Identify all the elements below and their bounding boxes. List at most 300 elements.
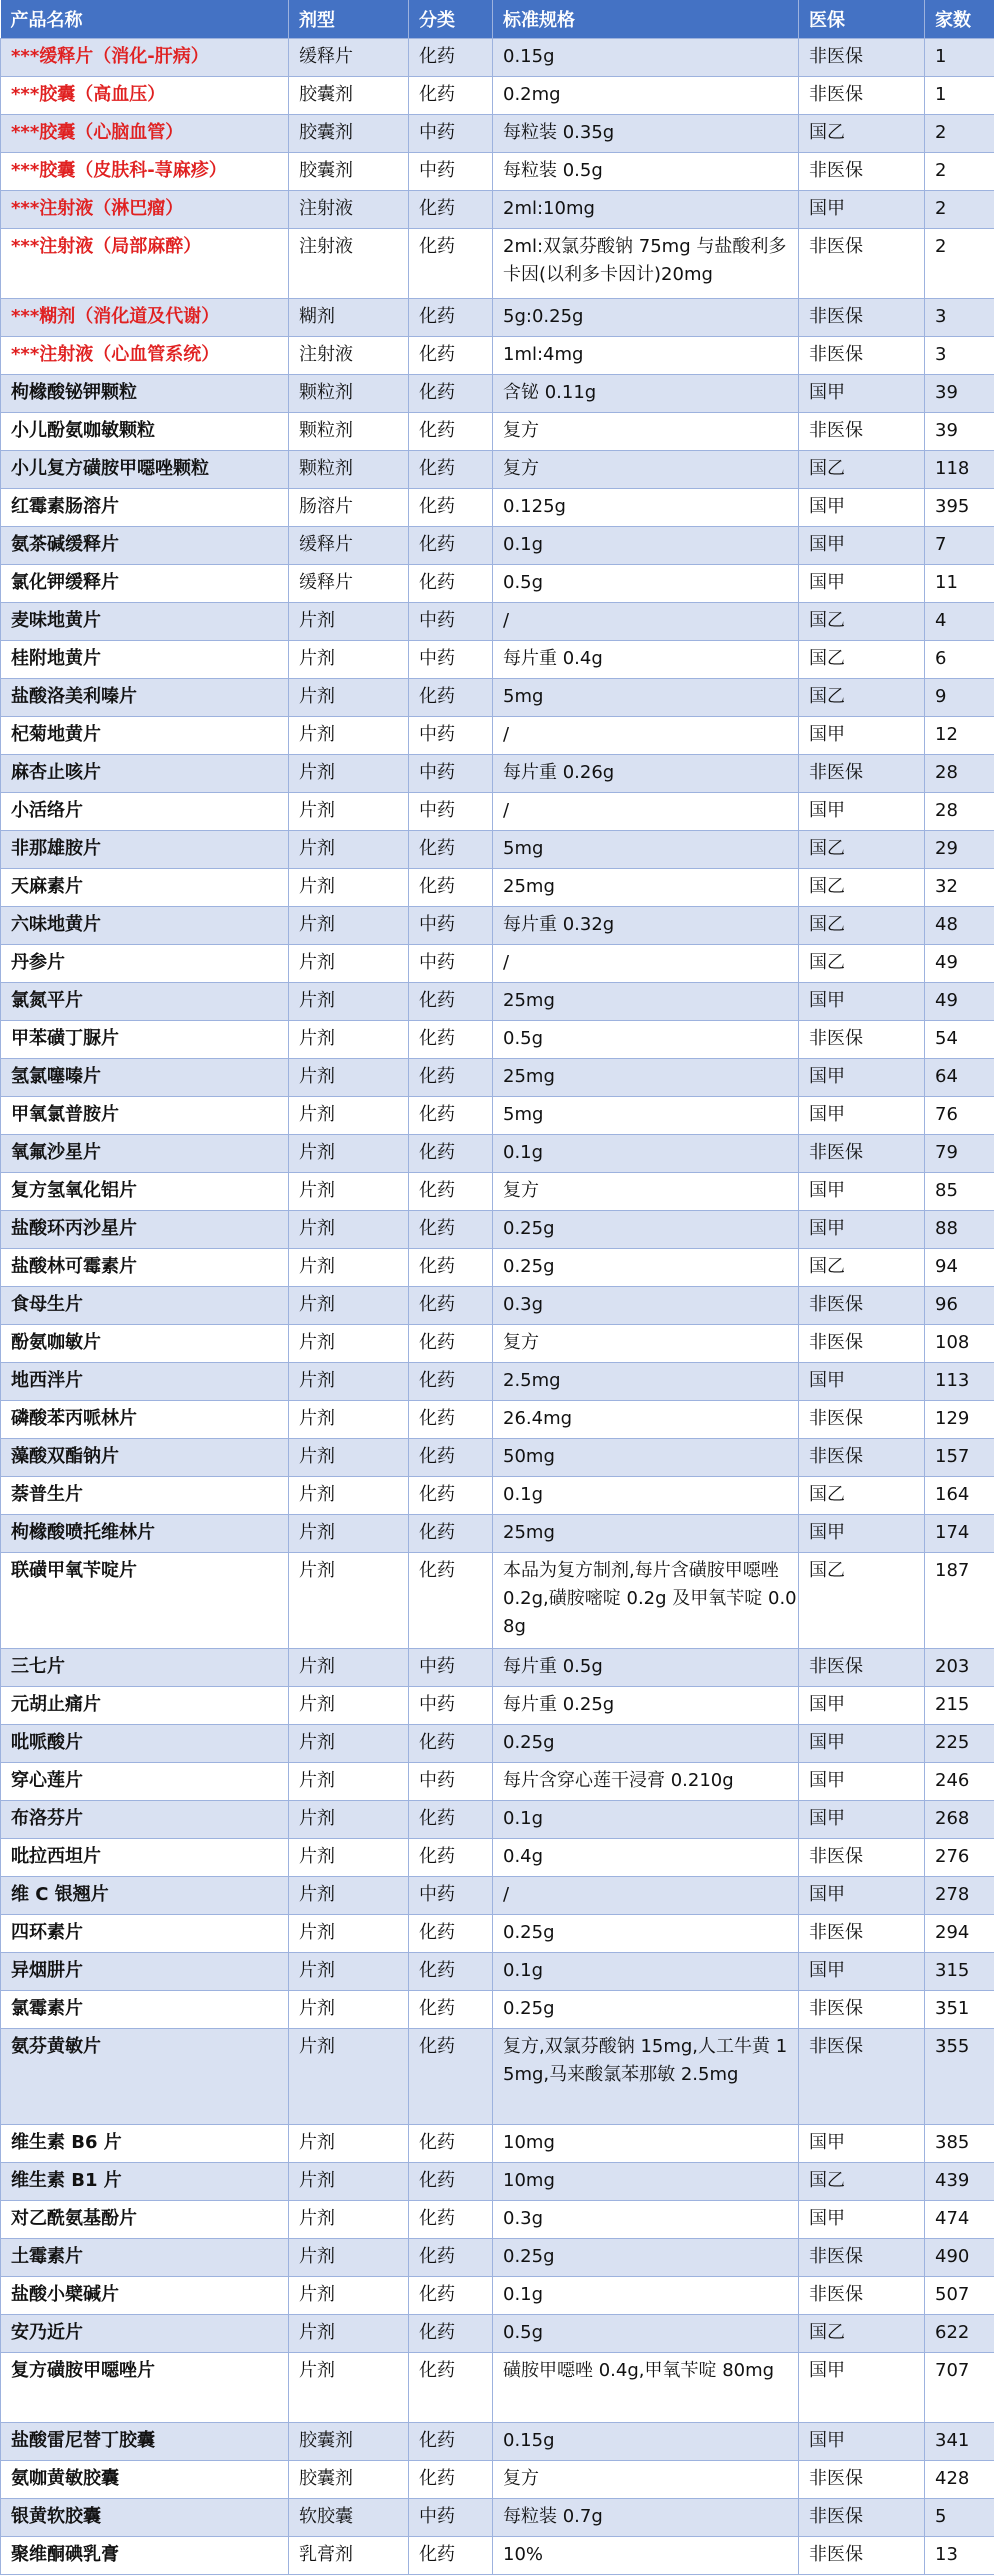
insurance-cell: 国甲: [799, 1058, 925, 1096]
category-cell: 化药: [409, 2536, 493, 2574]
product-name-cell: ***胶囊（高血压）: [1, 76, 289, 114]
product-name-cell: 复方磺胺甲噁唑片: [1, 2352, 289, 2422]
product-name-cell: 氨咖黄敏胶囊: [1, 2460, 289, 2498]
spec-cell: 0.1g: [493, 1476, 799, 1514]
spec-cell: 5mg: [493, 1096, 799, 1134]
product-name-cell: ***注射液（局部麻醉）: [1, 228, 289, 298]
spec-cell: 每片重 0.32g: [493, 906, 799, 944]
dosage-form-cell: 颗粒剂: [289, 450, 409, 488]
dosage-form-cell: 片剂: [289, 1476, 409, 1514]
table-row: [1, 1762, 994, 1800]
spec-cell: 0.5g: [493, 564, 799, 602]
category-cell: 化药: [409, 1838, 493, 1876]
category-cell: 化药: [409, 2422, 493, 2460]
category-cell: 化药: [409, 412, 493, 450]
category-cell: 化药: [409, 1990, 493, 2028]
dosage-form-cell: 片剂: [289, 2124, 409, 2162]
count-cell: 355: [925, 2028, 994, 2124]
dosage-form-cell: 片剂: [289, 1648, 409, 1686]
spec-cell: 0.25g: [493, 1914, 799, 1952]
category-cell: 化药: [409, 298, 493, 336]
dosage-form-cell: 胶囊剂: [289, 76, 409, 114]
column-header-category[interactable]: 分类: [409, 0, 493, 38]
count-cell: 54: [925, 1020, 994, 1058]
dosage-form-cell: 片剂: [289, 792, 409, 830]
table-row: [1, 488, 994, 526]
category-cell: 化药: [409, 526, 493, 564]
category-cell: 化药: [409, 2238, 493, 2276]
table-row: [1, 1096, 994, 1134]
count-cell: 278: [925, 1876, 994, 1914]
insurance-cell: 国甲: [799, 1800, 925, 1838]
spec-cell: 0.25g: [493, 1724, 799, 1762]
insurance-cell: 非医保: [799, 1020, 925, 1058]
spec-cell: /: [493, 716, 799, 754]
dosage-form-cell: 片剂: [289, 1324, 409, 1362]
count-cell: 76: [925, 1096, 994, 1134]
spec-cell: 0.15g: [493, 2422, 799, 2460]
category-cell: 化药: [409, 2460, 493, 2498]
dosage-form-cell: 片剂: [289, 2276, 409, 2314]
product-name-cell: 红霉素肠溶片: [1, 488, 289, 526]
count-cell: 246: [925, 1762, 994, 1800]
product-name-cell: ***注射液（淋巴瘤）: [1, 190, 289, 228]
count-cell: 164: [925, 1476, 994, 1514]
product-name-cell: 麦味地黄片: [1, 602, 289, 640]
spec-cell: 50mg: [493, 1438, 799, 1476]
product-name-cell: 小活络片: [1, 792, 289, 830]
table-row: [1, 1248, 994, 1286]
product-name-cell: 藻酸双酯钠片: [1, 1438, 289, 1476]
product-name-cell: 小儿复方磺胺甲噁唑颗粒: [1, 450, 289, 488]
product-name-cell: 聚维酮碘乳膏: [1, 2536, 289, 2574]
count-cell: 395: [925, 488, 994, 526]
category-cell: 化药: [409, 336, 493, 374]
product-name-cell: 氯氮平片: [1, 982, 289, 1020]
dosage-form-cell: 颗粒剂: [289, 374, 409, 412]
count-cell: 39: [925, 374, 994, 412]
insurance-cell: 国甲: [799, 1876, 925, 1914]
dosage-form-cell: 片剂: [289, 1876, 409, 1914]
spec-cell: 0.125g: [493, 488, 799, 526]
table-row: [1, 2314, 994, 2352]
table-header-row: [1, 0, 994, 38]
spec-cell: /: [493, 792, 799, 830]
dosage-form-cell: 片剂: [289, 1248, 409, 1286]
count-cell: 3: [925, 298, 994, 336]
category-cell: 化药: [409, 564, 493, 602]
dosage-form-cell: 片剂: [289, 1762, 409, 1800]
insurance-cell: 非医保: [799, 298, 925, 336]
spec-cell: 0.4g: [493, 1838, 799, 1876]
count-cell: 490: [925, 2238, 994, 2276]
insurance-cell: 非医保: [799, 1990, 925, 2028]
category-cell: 中药: [409, 602, 493, 640]
category-cell: 化药: [409, 1058, 493, 1096]
spec-cell: 0.5g: [493, 1020, 799, 1058]
insurance-cell: 非医保: [799, 1134, 925, 1172]
dosage-form-cell: 注射液: [289, 190, 409, 228]
spec-cell: 25mg: [493, 868, 799, 906]
category-cell: 化药: [409, 2276, 493, 2314]
insurance-cell: 国乙: [799, 114, 925, 152]
insurance-cell: 国甲: [799, 1096, 925, 1134]
insurance-cell: 国乙: [799, 906, 925, 944]
insurance-cell: 国乙: [799, 640, 925, 678]
insurance-cell: 国甲: [799, 982, 925, 1020]
spec-cell: /: [493, 1876, 799, 1914]
category-cell: 化药: [409, 1800, 493, 1838]
table-row: [1, 754, 994, 792]
count-cell: 39: [925, 412, 994, 450]
spec-cell: 复方: [493, 1172, 799, 1210]
count-cell: 28: [925, 792, 994, 830]
spec-cell: 复方: [493, 450, 799, 488]
count-cell: 1: [925, 76, 994, 114]
dosage-form-cell: 片剂: [289, 1286, 409, 1324]
count-cell: 108: [925, 1324, 994, 1362]
insurance-cell: 国乙: [799, 2314, 925, 2352]
spec-cell: 25mg: [493, 1058, 799, 1096]
product-name-cell: 氨茶碱缓释片: [1, 526, 289, 564]
category-cell: 中药: [409, 716, 493, 754]
count-cell: 94: [925, 1248, 994, 1286]
insurance-cell: 国甲: [799, 1724, 925, 1762]
table-row: [1, 450, 994, 488]
product-name-cell: 元胡止痛片: [1, 1686, 289, 1724]
column-header-form[interactable]: 剂型: [289, 0, 409, 38]
dosage-form-cell: 片剂: [289, 1096, 409, 1134]
spec-cell: 每粒装 0.5g: [493, 152, 799, 190]
category-cell: 化药: [409, 1248, 493, 1286]
insurance-cell: 国甲: [799, 1686, 925, 1724]
spec-cell: 0.1g: [493, 1800, 799, 1838]
table-row: [1, 412, 994, 450]
count-cell: 428: [925, 2460, 994, 2498]
count-cell: 113: [925, 1362, 994, 1400]
spec-cell: /: [493, 944, 799, 982]
product-name-cell: ***糊剂（消化道及代谢）: [1, 298, 289, 336]
table-row: [1, 716, 994, 754]
spec-cell: 每片重 0.25g: [493, 1686, 799, 1724]
product-name-cell: 复方氢氧化铝片: [1, 1172, 289, 1210]
dosage-form-cell: 片剂: [289, 830, 409, 868]
insurance-cell: 国甲: [799, 564, 925, 602]
count-cell: 32: [925, 868, 994, 906]
count-cell: 79: [925, 1134, 994, 1172]
dosage-form-cell: 胶囊剂: [289, 114, 409, 152]
insurance-cell: 国乙: [799, 830, 925, 868]
count-cell: 48: [925, 906, 994, 944]
product-name-cell: 甲苯磺丁脲片: [1, 1020, 289, 1058]
count-cell: 5: [925, 2498, 994, 2536]
product-name-cell: 吡拉西坦片: [1, 1838, 289, 1876]
count-cell: 12: [925, 716, 994, 754]
spec-cell: 0.1g: [493, 2276, 799, 2314]
table-body: [1, 38, 994, 2574]
product-name-cell: 穿心莲片: [1, 1762, 289, 1800]
category-cell: 化药: [409, 1096, 493, 1134]
insurance-cell: 国甲: [799, 374, 925, 412]
category-cell: 化药: [409, 38, 493, 76]
insurance-cell: 非医保: [799, 1286, 925, 1324]
count-cell: 203: [925, 1648, 994, 1686]
dosage-form-cell: 片剂: [289, 1438, 409, 1476]
category-cell: 中药: [409, 1876, 493, 1914]
spec-cell: 26.4mg: [493, 1400, 799, 1438]
insurance-cell: 国乙: [799, 1476, 925, 1514]
product-name-cell: 吡哌酸片: [1, 1724, 289, 1762]
spec-cell: 0.25g: [493, 2238, 799, 2276]
category-cell: 化药: [409, 1476, 493, 1514]
insurance-cell: 非医保: [799, 1648, 925, 1686]
dosage-form-cell: 糊剂: [289, 298, 409, 336]
dosage-form-cell: 片剂: [289, 1724, 409, 1762]
spec-cell: 每片含穿心莲干浸膏 0.210g: [493, 1762, 799, 1800]
spec-cell: 0.1g: [493, 526, 799, 564]
count-cell: 96: [925, 1286, 994, 1324]
category-cell: 化药: [409, 2124, 493, 2162]
product-name-cell: 盐酸雷尼替丁胶囊: [1, 2422, 289, 2460]
table-row: [1, 1400, 994, 1438]
product-name-cell: 维 C 银翘片: [1, 1876, 289, 1914]
product-name-cell: 酚氨咖敏片: [1, 1324, 289, 1362]
table-row: [1, 2460, 994, 2498]
dosage-form-cell: 片剂: [289, 1552, 409, 1648]
insurance-cell: 非医保: [799, 1324, 925, 1362]
product-name-cell: 磷酸苯丙哌林片: [1, 1400, 289, 1438]
column-header-insurance[interactable]: 医保: [799, 0, 925, 38]
column-header-count[interactable]: 家数: [925, 0, 994, 38]
product-name-cell: 天麻素片: [1, 868, 289, 906]
category-cell: 化药: [409, 678, 493, 716]
product-name-cell: 地西泮片: [1, 1362, 289, 1400]
category-cell: 化药: [409, 374, 493, 412]
category-cell: 化药: [409, 1362, 493, 1400]
dosage-form-cell: 片剂: [289, 1952, 409, 1990]
product-name-cell: 枸橼酸喷托维林片: [1, 1514, 289, 1552]
product-name-cell: 氨芬黄敏片: [1, 2028, 289, 2124]
insurance-cell: 国乙: [799, 450, 925, 488]
dosage-form-cell: 胶囊剂: [289, 2460, 409, 2498]
count-cell: 707: [925, 2352, 994, 2422]
table-row: [1, 1990, 994, 2028]
insurance-cell: 国乙: [799, 1248, 925, 1286]
dosage-form-cell: 缓释片: [289, 564, 409, 602]
insurance-cell: 非医保: [799, 2536, 925, 2574]
product-name-cell: 盐酸环丙沙星片: [1, 1210, 289, 1248]
spec-cell: 0.25g: [493, 1990, 799, 2028]
table-row: [1, 152, 994, 190]
category-cell: 化药: [409, 2028, 493, 2124]
table-row: [1, 1552, 994, 1648]
column-header-spec[interactable]: 标准规格: [493, 0, 799, 38]
category-cell: 化药: [409, 2352, 493, 2422]
count-cell: 88: [925, 1210, 994, 1248]
product-name-cell: 三七片: [1, 1648, 289, 1686]
insurance-cell: 非医保: [799, 412, 925, 450]
dosage-form-cell: 片剂: [289, 602, 409, 640]
category-cell: 中药: [409, 906, 493, 944]
table-row: [1, 1362, 994, 1400]
table-row: [1, 982, 994, 1020]
insurance-cell: 国甲: [799, 1172, 925, 1210]
count-cell: 28: [925, 754, 994, 792]
category-cell: 化药: [409, 228, 493, 298]
insurance-cell: 国甲: [799, 2124, 925, 2162]
count-cell: 276: [925, 1838, 994, 1876]
spec-cell: 含铋 0.11g: [493, 374, 799, 412]
count-cell: 187: [925, 1552, 994, 1648]
product-name-cell: 对乙酰氨基酚片: [1, 2200, 289, 2238]
category-cell: 化药: [409, 1724, 493, 1762]
category-cell: 中药: [409, 114, 493, 152]
count-cell: 474: [925, 2200, 994, 2238]
dosage-form-cell: 片剂: [289, 2352, 409, 2422]
category-cell: 化药: [409, 1552, 493, 1648]
table-row: [1, 1514, 994, 1552]
insurance-cell: 国乙: [799, 678, 925, 716]
category-cell: 化药: [409, 1952, 493, 1990]
count-cell: 341: [925, 2422, 994, 2460]
table-row: [1, 1020, 994, 1058]
product-name-cell: 麻杏止咳片: [1, 754, 289, 792]
category-cell: 化药: [409, 190, 493, 228]
dosage-form-cell: 片剂: [289, 2028, 409, 2124]
table-row: [1, 374, 994, 412]
count-cell: 174: [925, 1514, 994, 1552]
category-cell: 化药: [409, 1400, 493, 1438]
category-cell: 化药: [409, 1134, 493, 1172]
dosage-form-cell: 软胶囊: [289, 2498, 409, 2536]
category-cell: 化药: [409, 1172, 493, 1210]
spec-cell: 复方: [493, 1324, 799, 1362]
category-cell: 化药: [409, 76, 493, 114]
count-cell: 315: [925, 1952, 994, 1990]
product-name-cell: ***胶囊（皮肤科-荨麻疹）: [1, 152, 289, 190]
category-cell: 化药: [409, 1914, 493, 1952]
table-row: [1, 1952, 994, 1990]
product-name-cell: 氯化钾缓释片: [1, 564, 289, 602]
table-row: [1, 1134, 994, 1172]
product-name-cell: 盐酸小檗碱片: [1, 2276, 289, 2314]
count-cell: 2: [925, 190, 994, 228]
spec-cell: 0.15g: [493, 38, 799, 76]
table-row: [1, 2200, 994, 2238]
spec-cell: 25mg: [493, 1514, 799, 1552]
column-header-name[interactable]: 产品名称: [1, 0, 289, 38]
dosage-form-cell: 注射液: [289, 228, 409, 298]
product-name-cell: 食母生片: [1, 1286, 289, 1324]
count-cell: 49: [925, 982, 994, 1020]
dosage-form-cell: 片剂: [289, 2238, 409, 2276]
dosage-form-cell: 片剂: [289, 982, 409, 1020]
spec-cell: 0.25g: [493, 1248, 799, 1286]
insurance-cell: 国甲: [799, 1362, 925, 1400]
count-cell: 1: [925, 38, 994, 76]
dosage-form-cell: 胶囊剂: [289, 2422, 409, 2460]
table-row: [1, 1838, 994, 1876]
spec-cell: 0.2mg: [493, 76, 799, 114]
category-cell: 中药: [409, 944, 493, 982]
insurance-cell: 国乙: [799, 868, 925, 906]
insurance-cell: 非医保: [799, 2028, 925, 2124]
dosage-form-cell: 缓释片: [289, 526, 409, 564]
category-cell: 化药: [409, 2314, 493, 2352]
table-row: [1, 2498, 994, 2536]
count-cell: 215: [925, 1686, 994, 1724]
insurance-cell: 国甲: [799, 2352, 925, 2422]
insurance-cell: 国甲: [799, 488, 925, 526]
dosage-form-cell: 片剂: [289, 1400, 409, 1438]
product-name-cell: 六味地黄片: [1, 906, 289, 944]
product-name-cell: 非那雄胺片: [1, 830, 289, 868]
dosage-form-cell: 注射液: [289, 336, 409, 374]
table-row: [1, 1172, 994, 1210]
category-cell: 中药: [409, 2498, 493, 2536]
category-cell: 化药: [409, 868, 493, 906]
spec-cell: 2ml:10mg: [493, 190, 799, 228]
category-cell: 中药: [409, 1648, 493, 1686]
insurance-cell: 国甲: [799, 792, 925, 830]
category-cell: 中药: [409, 792, 493, 830]
product-name-cell: 维生素 B1 片: [1, 2162, 289, 2200]
product-name-cell: ***胶囊（心脑血管）: [1, 114, 289, 152]
spec-cell: /: [493, 602, 799, 640]
category-cell: 化药: [409, 2162, 493, 2200]
spec-cell: 0.5g: [493, 2314, 799, 2352]
product-name-cell: 维生素 B6 片: [1, 2124, 289, 2162]
dosage-form-cell: 片剂: [289, 640, 409, 678]
insurance-cell: 国甲: [799, 190, 925, 228]
insurance-cell: 非医保: [799, 38, 925, 76]
table-row: [1, 1724, 994, 1762]
insurance-cell: 非医保: [799, 754, 925, 792]
table-row: [1, 38, 994, 76]
count-cell: 6: [925, 640, 994, 678]
dosage-form-cell: 片剂: [289, 678, 409, 716]
insurance-cell: 非医保: [799, 152, 925, 190]
spec-cell: 10mg: [493, 2124, 799, 2162]
count-cell: 129: [925, 1400, 994, 1438]
dosage-form-cell: 片剂: [289, 2162, 409, 2200]
spec-cell: 每粒装 0.35g: [493, 114, 799, 152]
count-cell: 507: [925, 2276, 994, 2314]
insurance-cell: 国甲: [799, 1514, 925, 1552]
product-name-cell: 杞菊地黄片: [1, 716, 289, 754]
count-cell: 2: [925, 114, 994, 152]
product-name-cell: 桂附地黄片: [1, 640, 289, 678]
product-name-cell: 银黄软胶囊: [1, 2498, 289, 2536]
dosage-form-cell: 片剂: [289, 1210, 409, 1248]
table-row: [1, 1648, 994, 1686]
insurance-cell: 国甲: [799, 1210, 925, 1248]
table-row: [1, 298, 994, 336]
table-row: [1, 1210, 994, 1248]
dosage-form-cell: 片剂: [289, 1514, 409, 1552]
table-row: [1, 602, 994, 640]
category-cell: 中药: [409, 1762, 493, 1800]
spec-cell: 每片重 0.26g: [493, 754, 799, 792]
product-name-cell: 枸橼酸铋钾颗粒: [1, 374, 289, 412]
spec-cell: 5mg: [493, 830, 799, 868]
category-cell: 化药: [409, 1286, 493, 1324]
spec-cell: 每片重 0.4g: [493, 640, 799, 678]
category-cell: 中药: [409, 754, 493, 792]
dosage-form-cell: 片剂: [289, 2314, 409, 2352]
spec-cell: 2ml:双氯芬酸钠 75mg 与盐酸利多卡因(以利多卡因计)20mg: [493, 228, 799, 298]
dosage-form-cell: 片剂: [289, 1362, 409, 1400]
